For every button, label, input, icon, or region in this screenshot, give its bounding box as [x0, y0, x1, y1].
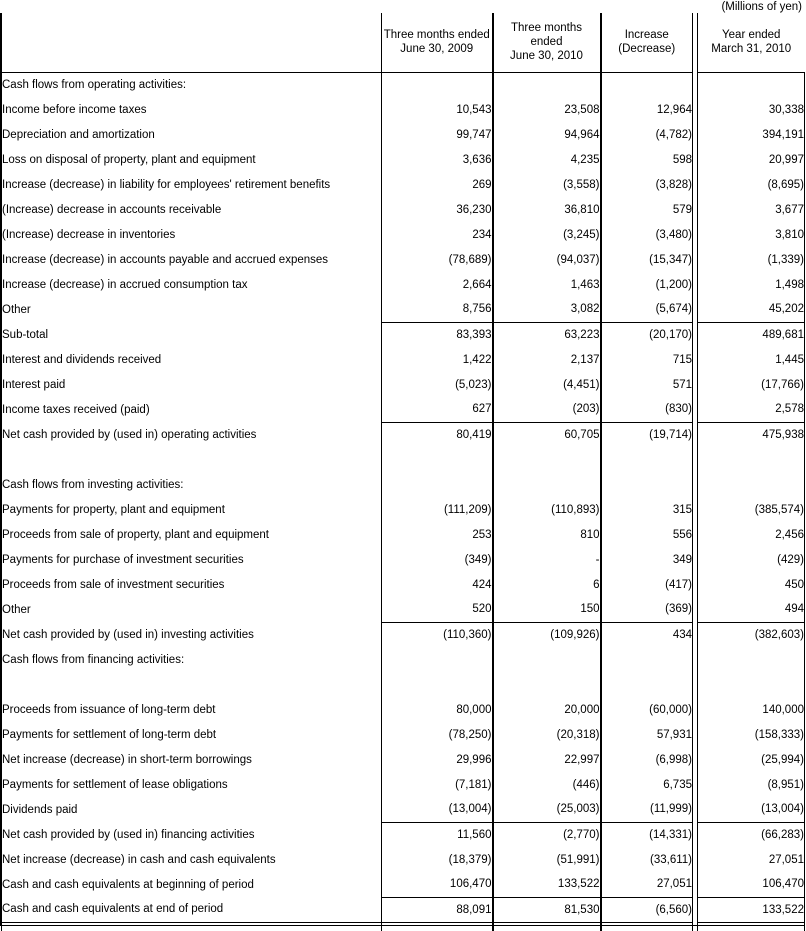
- column-header-fullyear-line1: Year ended: [722, 29, 781, 42]
- column-header-fullyear-line2: March 31, 2010: [711, 43, 792, 56]
- row-value: 12,964: [601, 97, 693, 122]
- row-value: [698, 647, 805, 672]
- row-value: (110,893): [493, 497, 601, 522]
- row-value: -: [493, 547, 601, 572]
- row-value: 88,091: [382, 897, 493, 922]
- column-header-q2010-line1: Three months ended: [511, 22, 582, 49]
- row-value: 234: [382, 222, 493, 247]
- row-value: 6: [493, 572, 601, 597]
- row-value: (1,200): [601, 272, 693, 297]
- row-value: 3,810: [698, 222, 805, 247]
- table-row: [2, 572, 805, 597]
- row-value: 3,636: [382, 147, 493, 172]
- table-row: [2, 672, 805, 697]
- row-label: Cash flows from financing activities:: [2, 653, 185, 666]
- row-value: 106,470: [382, 872, 493, 897]
- row-value: [493, 472, 601, 497]
- row-value: (110,360): [382, 622, 493, 647]
- row-value: 8,756: [382, 297, 493, 322]
- row-value: (94,037): [493, 247, 601, 272]
- column-header-difference-line2: (Decrease): [618, 43, 676, 56]
- row-value: 269: [382, 172, 493, 197]
- row-value: 489,681: [698, 322, 805, 347]
- row-value: [698, 472, 805, 497]
- row-value: 424: [382, 572, 493, 597]
- row-value: [698, 447, 805, 472]
- row-label: Net cash provided by (used in) financing activities: [2, 828, 255, 841]
- row-value: [382, 447, 493, 472]
- table-row: [2, 547, 805, 572]
- row-value: (6,998): [601, 747, 693, 772]
- row-value: 4,235: [493, 147, 601, 172]
- row-value: (109,926): [493, 622, 601, 647]
- table-row: [2, 697, 805, 722]
- table-row: [2, 322, 805, 347]
- row-label: [2, 672, 382, 697]
- row-label: Proceeds from sale of property, plant and equipment: [2, 528, 269, 541]
- row-value: 81,530: [493, 897, 601, 922]
- row-value: 810: [493, 522, 601, 547]
- table-row: [2, 597, 805, 622]
- table-body: [2, 72, 805, 931]
- row-value: 99,747: [382, 122, 493, 147]
- row-label: Depreciation and amortization: [2, 128, 155, 141]
- table-row: [2, 847, 805, 872]
- row-label: (Increase) decrease in accounts receivable: [2, 203, 222, 216]
- row-value: (20,318): [493, 722, 601, 747]
- row-value: (417): [601, 572, 693, 597]
- row-value: 10,543: [382, 97, 493, 122]
- row-value: 349: [601, 547, 693, 572]
- row-value: (78,689): [382, 247, 493, 272]
- row-value: (7,181): [382, 772, 493, 797]
- row-value: (158,333): [698, 722, 805, 747]
- row-value: [698, 72, 805, 97]
- row-label: Cash and cash equivalents at end of period: [2, 903, 224, 916]
- row-value: [493, 447, 601, 472]
- row-value: 80,419: [382, 422, 493, 447]
- row-label: Proceeds from sale of investment securities: [2, 578, 225, 591]
- row-value: [601, 672, 693, 697]
- table-row: [2, 97, 805, 122]
- row-label: Net cash provided by (used in) investing activities: [2, 628, 254, 641]
- row-value: (33,611): [601, 847, 693, 872]
- row-label: Increase (decrease) in accounts payable and accrued expenses: [2, 253, 329, 266]
- row-value: (60,000): [601, 697, 693, 722]
- column-header-difference-line1: Increase: [624, 29, 669, 42]
- row-value: (78,250): [382, 722, 493, 747]
- table-row: [2, 722, 805, 747]
- row-label: Net cash provided by (used in) operating activities: [2, 428, 257, 441]
- row-label: [2, 447, 382, 472]
- row-value: 715: [601, 347, 693, 372]
- row-label: Net increase (decrease) in cash and cash equivalents: [2, 853, 276, 866]
- row-value: 2,137: [493, 347, 601, 372]
- row-label: Net increase (decrease) in short-term borrowings: [2, 753, 252, 766]
- row-value: (446): [493, 772, 601, 797]
- row-value: (830): [601, 397, 693, 422]
- row-value: (382,603): [698, 622, 805, 647]
- row-label: Dividends paid: [2, 803, 78, 816]
- column-header-q2010: [493, 13, 601, 72]
- row-value: 2,578: [698, 397, 805, 422]
- table-row: [2, 822, 805, 847]
- table-row: [2, 797, 805, 822]
- row-value: 2,664: [382, 272, 493, 297]
- table-row: [2, 172, 805, 197]
- row-value: 571: [601, 372, 693, 397]
- table-row: [2, 347, 805, 372]
- row-value: (3,480): [601, 222, 693, 247]
- cash-flow-statement-table: [1, 13, 805, 931]
- row-label: Increase (decrease) in liability for employees' retirement benefits: [2, 178, 331, 191]
- table-row: [2, 297, 805, 322]
- row-value: (17,766): [698, 372, 805, 397]
- row-value: (14,331): [601, 822, 693, 847]
- table-bottom-border: [1, 925, 804, 926]
- row-value: (349): [382, 547, 493, 572]
- row-value: (3,245): [493, 222, 601, 247]
- table-row: [2, 422, 805, 447]
- units-note: (Millions of yen): [721, 1, 802, 13]
- row-value: (2,770): [493, 822, 601, 847]
- row-value: 27,051: [698, 847, 805, 872]
- row-label: Income taxes received (paid): [2, 403, 150, 416]
- row-value: 1,463: [493, 272, 601, 297]
- table-row: [2, 622, 805, 647]
- row-label: Increase (decrease) in accrued consumption tax: [2, 278, 248, 291]
- row-value: [493, 72, 601, 97]
- row-value: 57,931: [601, 722, 693, 747]
- row-label: Payments for settlement of lease obligations: [2, 778, 228, 791]
- table-row: [2, 372, 805, 397]
- table-row: [2, 272, 805, 297]
- row-label: Other: [2, 303, 31, 316]
- row-value: 434: [601, 622, 693, 647]
- table-row: [2, 147, 805, 172]
- row-value: 94,964: [493, 122, 601, 147]
- row-value: (1,339): [698, 247, 805, 272]
- row-value: 150: [493, 597, 601, 622]
- row-value: (11,999): [601, 797, 693, 822]
- row-label: Loss on disposal of property, plant and equipment: [2, 153, 256, 166]
- table-row: [2, 122, 805, 147]
- row-label: Interest and dividends received: [2, 353, 162, 366]
- row-value: 494: [698, 597, 805, 622]
- table-row: [2, 247, 805, 272]
- table-row: [2, 72, 805, 97]
- row-value: 11,560: [382, 822, 493, 847]
- row-value: (111,209): [382, 497, 493, 522]
- row-value: [698, 672, 805, 697]
- row-label: Income before income taxes: [2, 103, 147, 116]
- row-value: 83,393: [382, 322, 493, 347]
- row-value: [493, 672, 601, 697]
- table-row: [2, 747, 805, 772]
- row-value: 475,938: [698, 422, 805, 447]
- row-value: 140,000: [698, 697, 805, 722]
- row-value: 27,051: [601, 872, 693, 897]
- row-value: 520: [382, 597, 493, 622]
- row-value: [382, 72, 493, 97]
- row-label: Payments for settlement of long-term debt: [2, 728, 217, 741]
- row-value: (19,714): [601, 422, 693, 447]
- row-value: 394,191: [698, 122, 805, 147]
- row-value: 20,000: [493, 697, 601, 722]
- row-value: 80,000: [382, 697, 493, 722]
- row-value: 1,445: [698, 347, 805, 372]
- row-value: 133,522: [493, 872, 601, 897]
- table-row: [2, 897, 805, 922]
- row-value: 29,996: [382, 747, 493, 772]
- row-label: Cash flows from operating activities:: [2, 78, 187, 91]
- row-value: [382, 647, 493, 672]
- row-value: 627: [382, 397, 493, 422]
- row-value: (25,003): [493, 797, 601, 822]
- column-header-q2009-line1: Three months ended: [383, 29, 490, 42]
- column-header-q2010-line2: June 30, 2010: [510, 50, 583, 63]
- row-label: Proceeds from issuance of long-term debt: [2, 703, 216, 716]
- row-value: [493, 647, 601, 672]
- row-value: (3,558): [493, 172, 601, 197]
- row-value: (4,451): [493, 372, 601, 397]
- column-header-q2009-line2: June 30, 2009: [400, 43, 474, 56]
- row-value: 45,202: [698, 297, 805, 322]
- row-value: 36,810: [493, 197, 601, 222]
- column-header-difference: [601, 13, 693, 72]
- row-value: [601, 72, 693, 97]
- row-value: (429): [698, 547, 805, 572]
- row-value: (18,379): [382, 847, 493, 872]
- column-header-q2009: [382, 13, 493, 72]
- row-value: (51,991): [493, 847, 601, 872]
- row-label: Cash and cash equivalents at beginning of period: [2, 878, 254, 891]
- row-value: 106,470: [698, 872, 805, 897]
- row-label: Sub-total: [2, 328, 49, 341]
- column-header-fullyear: [698, 13, 805, 72]
- row-value: (66,283): [698, 822, 805, 847]
- row-value: (20,170): [601, 322, 693, 347]
- row-label: Payments for purchase of investment securities: [2, 553, 244, 566]
- table-row: [2, 472, 805, 497]
- row-value: 60,705: [493, 422, 601, 447]
- row-value: 3,677: [698, 197, 805, 222]
- table-header-row: [2, 13, 805, 72]
- row-value: (369): [601, 597, 693, 622]
- row-value: 579: [601, 197, 693, 222]
- table-row: [2, 772, 805, 797]
- row-value: 450: [698, 572, 805, 597]
- row-value: (8,695): [698, 172, 805, 197]
- row-value: (13,004): [382, 797, 493, 822]
- table-row: [2, 872, 805, 897]
- row-label: Other: [2, 603, 31, 616]
- row-value: (8,951): [698, 772, 805, 797]
- row-value: 20,997: [698, 147, 805, 172]
- table-row: [2, 197, 805, 222]
- row-value: 6,735: [601, 772, 693, 797]
- table-row: [2, 522, 805, 547]
- table-row: [2, 647, 805, 672]
- row-value: 2,456: [698, 522, 805, 547]
- row-value: 63,223: [493, 322, 601, 347]
- row-value: 315: [601, 497, 693, 522]
- row-value: [601, 647, 693, 672]
- row-value: 598: [601, 147, 693, 172]
- table-row: [2, 397, 805, 422]
- row-value: 133,522: [698, 897, 805, 922]
- row-value: 36,230: [382, 197, 493, 222]
- row-value: [382, 672, 493, 697]
- row-value: 3,082: [493, 297, 601, 322]
- row-value: (15,347): [601, 247, 693, 272]
- row-value: (4,782): [601, 122, 693, 147]
- row-label: Cash flows from investing activities:: [2, 478, 184, 491]
- row-value: [382, 472, 493, 497]
- table-row: [2, 447, 805, 472]
- row-value: (203): [493, 397, 601, 422]
- row-value: (6,560): [601, 897, 693, 922]
- row-value: (385,574): [698, 497, 805, 522]
- row-value: (5,674): [601, 297, 693, 322]
- table-row: [2, 222, 805, 247]
- row-value: 556: [601, 522, 693, 547]
- row-value: 23,508: [493, 97, 601, 122]
- column-header-label: [2, 13, 382, 72]
- row-value: [601, 472, 693, 497]
- row-value: (13,004): [698, 797, 805, 822]
- row-value: 1,422: [382, 347, 493, 372]
- row-value: (3,828): [601, 172, 693, 197]
- row-value: 22,997: [493, 747, 601, 772]
- row-label: Payments for property, plant and equipment: [2, 503, 225, 516]
- row-value: (25,994): [698, 747, 805, 772]
- row-value: (5,023): [382, 372, 493, 397]
- row-value: 30,338: [698, 97, 805, 122]
- row-value: 1,498: [698, 272, 805, 297]
- row-value: [601, 447, 693, 472]
- table-row: [2, 497, 805, 522]
- row-label: Interest paid: [2, 378, 66, 391]
- row-value: 253: [382, 522, 493, 547]
- row-label: (Increase) decrease in inventories: [2, 228, 176, 241]
